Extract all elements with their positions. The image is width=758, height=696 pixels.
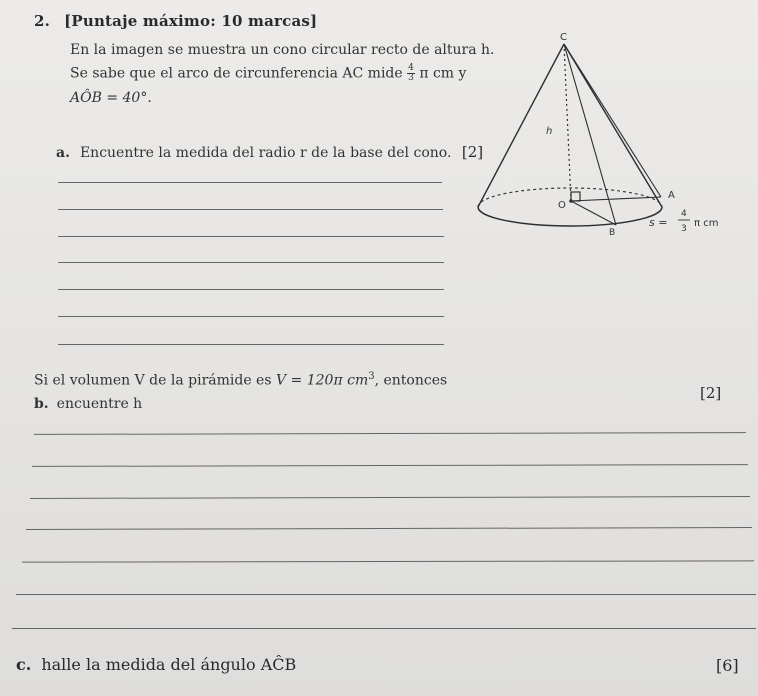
volume-exponent: 3 [368,371,375,382]
answer-line-a-3[interactable] [58,236,444,237]
right-angle-mark [571,192,580,201]
question-header [34,12,317,30]
part-c [16,655,296,674]
part-a-text: Encuentre la medida del radio r de la base del cono. [79,145,452,161]
answer-line-b-7[interactable] [12,628,756,629]
label-arc-den: 3 [681,224,687,234]
volume-formula: V = 120π cm [275,372,369,389]
radius-ob [571,201,616,225]
cone-right-slant [564,44,662,207]
volume-statement [34,371,447,389]
answer-line-a-7[interactable] [58,344,444,345]
answer-line-a-2[interactable] [58,209,443,210]
intro-fraction-numerator: 4 [408,63,414,73]
cone-figure [468,30,758,245]
answer-line-b-2[interactable] [32,464,748,467]
answer-line-a-4[interactable] [58,262,444,263]
intro-line-2 [70,64,466,83]
answer-line-a-1[interactable] [58,182,442,183]
answer-line-b-3[interactable] [30,496,750,499]
label-arc-post: π cm [694,218,719,229]
part-b-marks: [2] [700,384,722,402]
label-point-a: A [668,190,675,201]
label-point-b: B [609,228,616,238]
intro-line-3: AÔB = 40°. [70,90,152,106]
question-number: 2. [34,12,51,30]
cone-height-line [564,44,571,201]
part-a-label: a. [56,145,70,161]
radius-oa [571,197,661,201]
answer-line-b-5[interactable] [22,560,754,562]
part-b-text: encuentre h [56,396,143,412]
label-height-h: h [546,126,553,137]
volume-statement-pre: Si el volumen V de la pirámide es [34,372,272,389]
part-b [34,396,142,412]
label-apex-c: C [560,32,567,43]
intro-line-1: En la imagen se muestra un cono circular recto de altura h. [70,42,495,58]
part-c-label: c. [16,655,32,674]
answer-line-a-5[interactable] [58,289,444,290]
part-b-label: b. [34,396,49,412]
label-arc-pre: s = [649,216,668,229]
answer-line-a-6[interactable] [58,316,444,317]
part-a-marks: [2] [461,143,484,161]
answer-line-b-6[interactable] [16,594,756,595]
intro-line-2-post: π cm y [419,65,467,82]
intro-line-2-pre: Se sabe que el arco de circunferencia AC mide [70,65,403,82]
cone-slant-to-a [564,44,661,197]
label-arc-num: 4 [681,209,687,219]
answer-line-b-4[interactable] [26,527,752,530]
label-center-o: O [558,200,566,211]
part-c-marks: [6] [716,656,739,675]
intro-fraction-denominator: 3 [408,73,414,83]
cone-slant-to-b [564,44,616,225]
part-a [56,143,483,161]
answer-line-b-1[interactable] [34,432,746,435]
intro-fraction [407,64,415,83]
volume-statement-post: , entonces [374,372,448,389]
cone-base-front-arc [478,207,662,226]
question-max-score: [Puntaje máximo: 10 marcas] [64,12,318,30]
part-c-text: halle la medida del ángulo AĈB [41,655,297,674]
center-point [569,199,573,203]
